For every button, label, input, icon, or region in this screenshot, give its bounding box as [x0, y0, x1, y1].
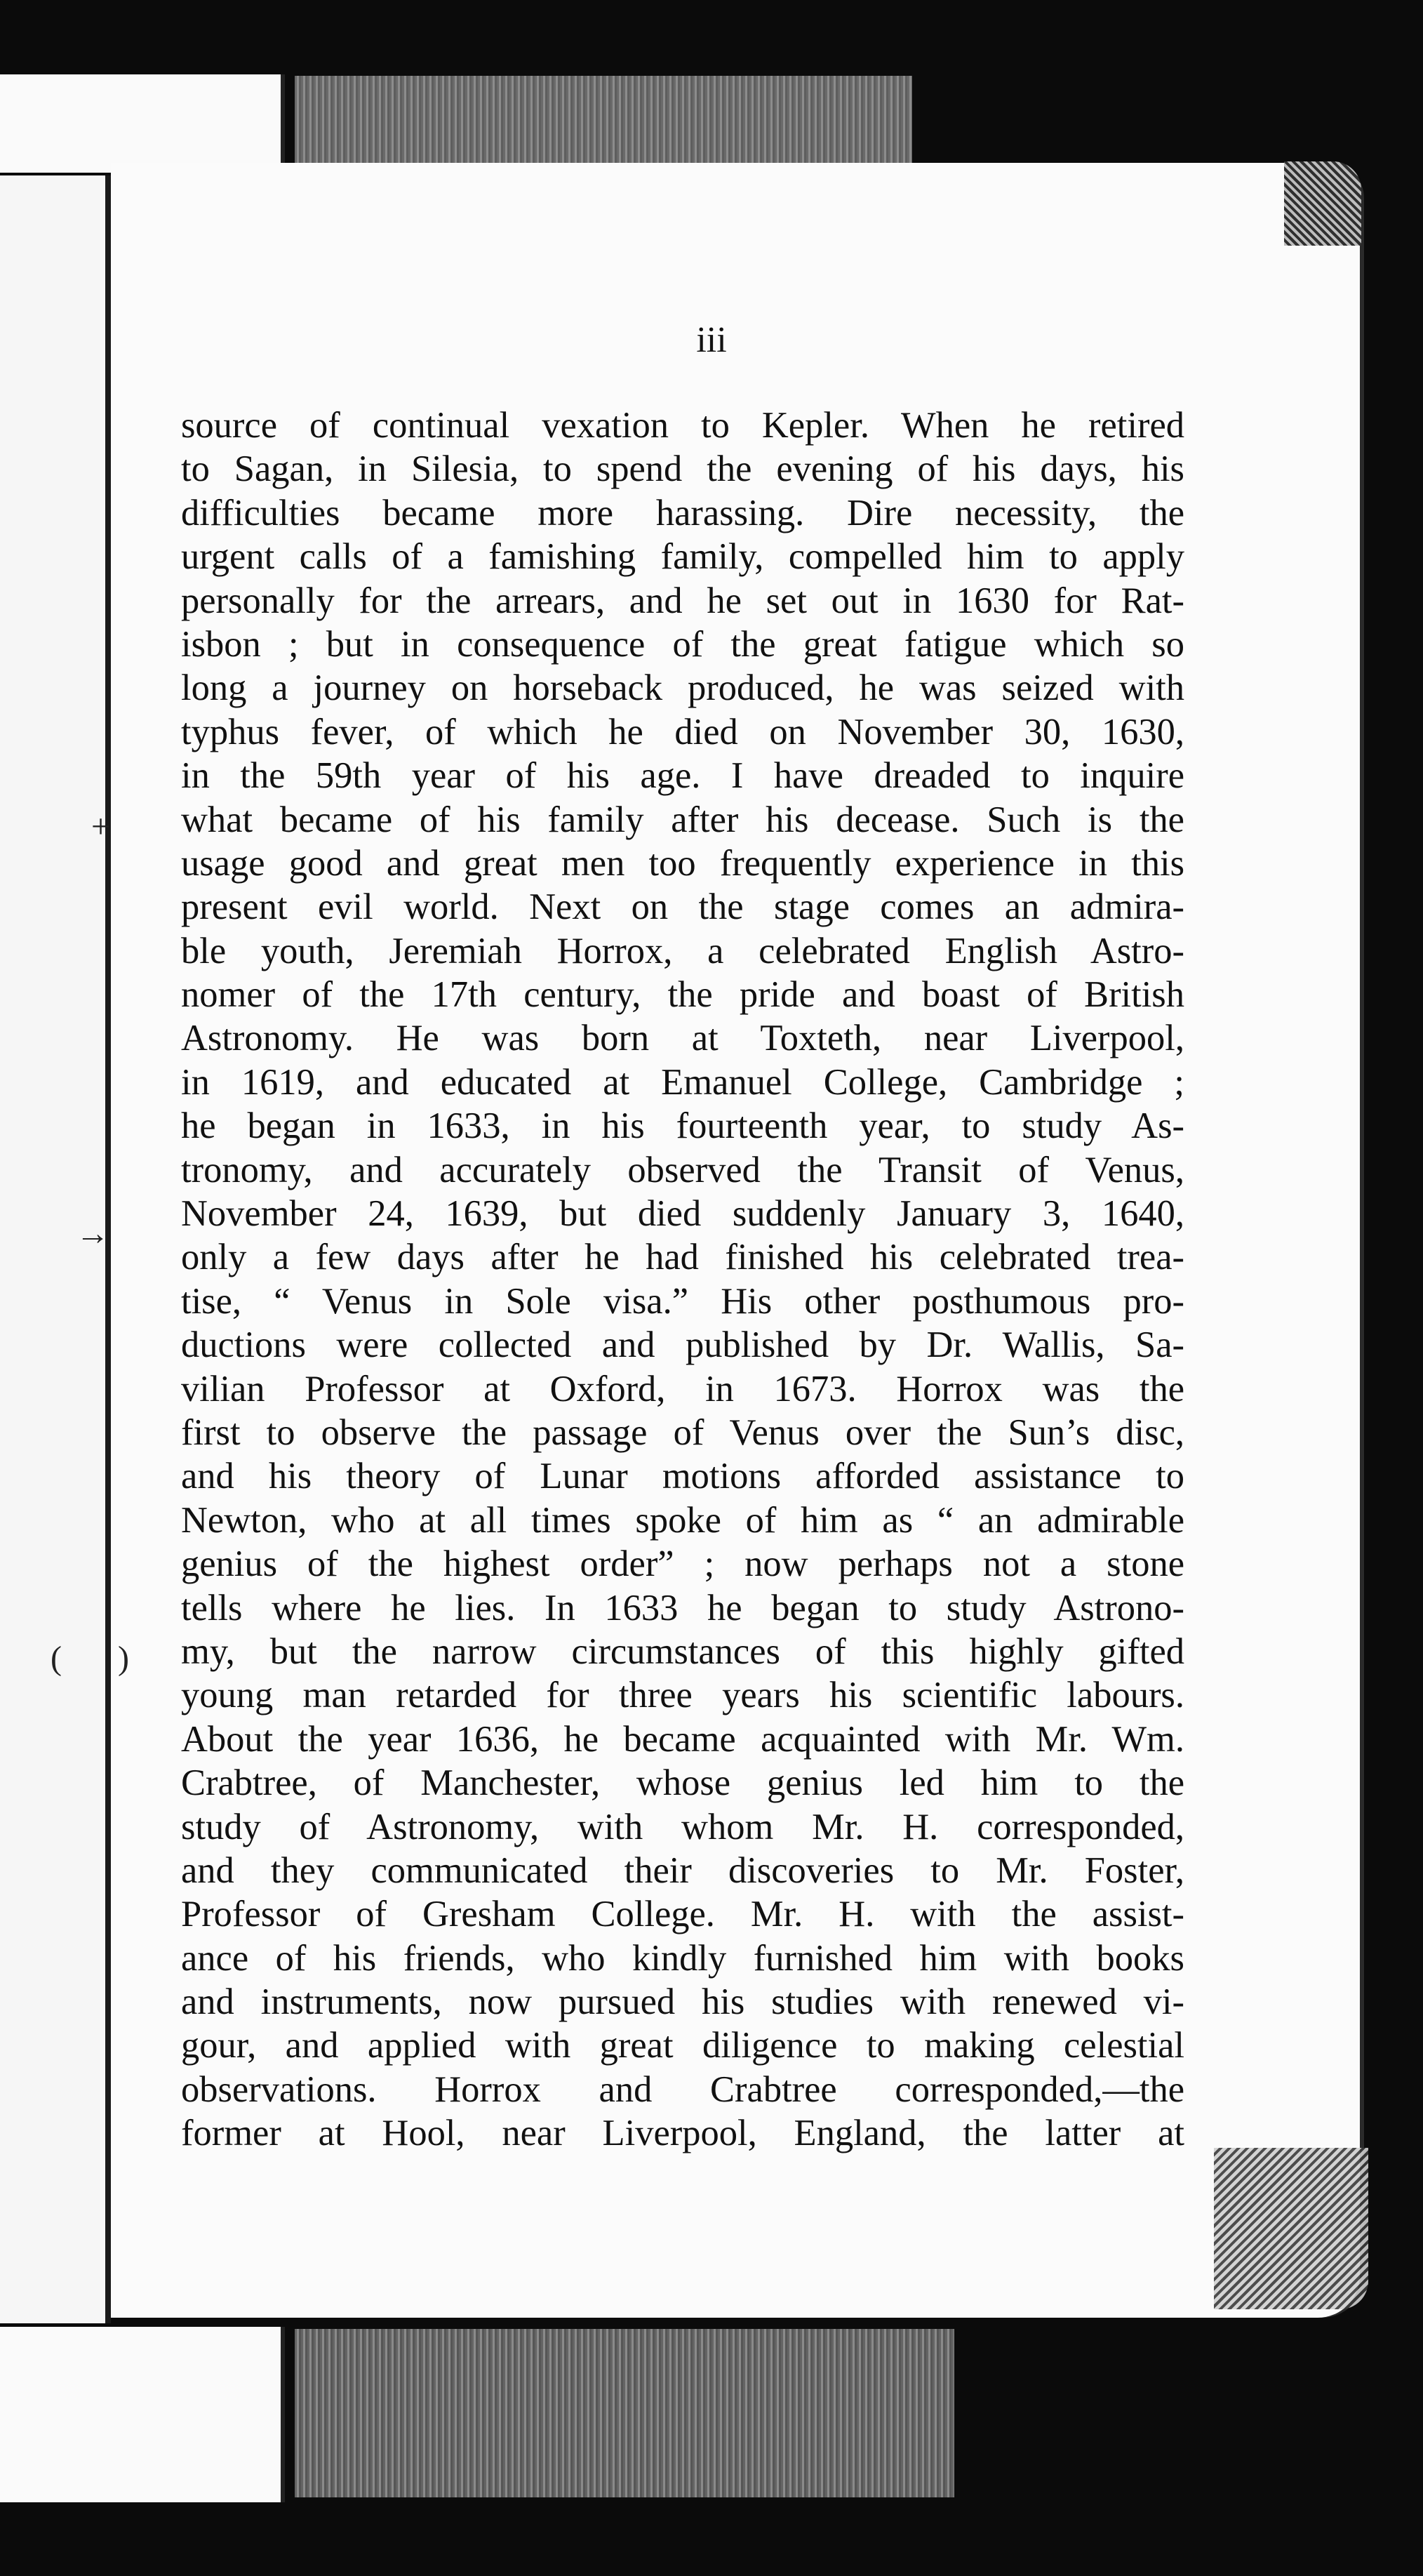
text-line: in the 59th year of his age. I have dreaded to inquire [181, 755, 1184, 797]
text-line: ductions were collected and published by Dr. Wallis, Sa- [181, 1324, 1184, 1366]
text-line: nomer of the 17th century, the pride and boast of British [181, 974, 1184, 1016]
text-line: present evil world. Next on the stage comes an admira- [181, 887, 1184, 928]
text-line: personally for the arrears, and he set out in 1630 for Rat- [181, 580, 1184, 621]
margin-mark: ) [118, 1640, 129, 1677]
margin-mark: → [76, 1215, 109, 1252]
text-line: difficulties became more harassing. Dire necessity, the [181, 492, 1184, 533]
text-line: source of continual vexation to Kepler. When he retired [181, 405, 1184, 446]
text-line: Crabtree, of Manchester, whose genius led him to the [181, 1762, 1184, 1804]
text-line: ance of his friends, who kindly furnished him with books [181, 1937, 1184, 1979]
margin-mark: + [91, 808, 111, 845]
text-line: tronomy, and accurately observed the Transit of Venus, [181, 1149, 1184, 1190]
text-line: and his theory of Lunar motions afforded assistance to [181, 1456, 1184, 1497]
page-corner-top [1284, 161, 1361, 246]
text-line: and instruments, now pursued his studies with renewed vi- [181, 1981, 1184, 2023]
scan-background-strip-top [295, 76, 912, 167]
text-line: my, but the narrow circumstances of this highly gifted [181, 1631, 1184, 1672]
scan-tab-top [0, 74, 285, 173]
text-line: urgent calls of a famishing family, compelled him to apply [181, 536, 1184, 578]
text-line: tise, “ Venus in Sole visa.” His other posthumous pro- [181, 1280, 1184, 1322]
text-line: study of Astronomy, with whom Mr. H. corresponded, [181, 1806, 1184, 1847]
body-text [181, 404, 1184, 2156]
text-line: Astronomy. He was born at Toxteth, near Liverpool, [181, 1018, 1184, 1059]
text-line: first to observe the passage of Venus over the Sun’s disc, [181, 1412, 1184, 1453]
scan-background-strip-bottom [295, 2329, 954, 2497]
page-corner-bottom [1214, 2148, 1368, 2309]
text-line: what became of his family after his decease. Such is the [181, 799, 1184, 840]
text-line: usage good and great men too frequently experience in this [181, 842, 1184, 884]
text-line: November 24, 1639, but died suddenly January 3, 1640, [181, 1193, 1184, 1235]
text-line: to Sagan, in Silesia, to spend the evening of his days, his [181, 449, 1184, 490]
scan-tab-bottom [0, 2327, 285, 2502]
margin-mark: ( [51, 1640, 62, 1677]
text-line: former at Hool, near Liverpool, England, the latter at [181, 2113, 1184, 2154]
text-line: long a journey on horseback produced, he was seized with [181, 668, 1184, 709]
text-line: observations. Horrox and Crabtree corresponded,—the [181, 2069, 1184, 2110]
text-line: Newton, who at all times spoke of him as “ an admirable [181, 1499, 1184, 1541]
text-line: young man retarded for three years his scientific labours. [181, 1675, 1184, 1716]
text-line: typhus fever, of which he died on November 30, 1630, [181, 711, 1184, 752]
text-line: Professor of Gresham College. Mr. H. with the assist- [181, 1894, 1184, 1935]
text-line: in 1619, and educated at Emanuel College, Cambridge ; [181, 1061, 1184, 1103]
text-line: tells where he lies. In 1633 he began to study Astrono- [181, 1587, 1184, 1628]
text-line: he began in 1633, in his fourteenth year, to study As- [181, 1106, 1184, 1147]
page-number: iii [696, 320, 727, 360]
text-line: About the year 1636, he became acquainted with Mr. Wm. [181, 1718, 1184, 1760]
text-line: gour, and applied with great diligence to making celestial [181, 2025, 1184, 2066]
text-line: ble youth, Jeremiah Horrox, a celebrated English Astro- [181, 930, 1184, 971]
text-line: genius of the highest order” ; now perhaps not a stone [181, 1543, 1184, 1585]
text-line: vilian Professor at Oxford, in 1673. Horrox was the [181, 1368, 1184, 1409]
text-line: only a few days after he had finished his celebrated trea- [181, 1237, 1184, 1278]
text-line: and they communicated their discoveries to Mr. Foster, [181, 1850, 1184, 1891]
text-line: isbon ; but in consequence of the great fatigue which so [181, 623, 1184, 665]
